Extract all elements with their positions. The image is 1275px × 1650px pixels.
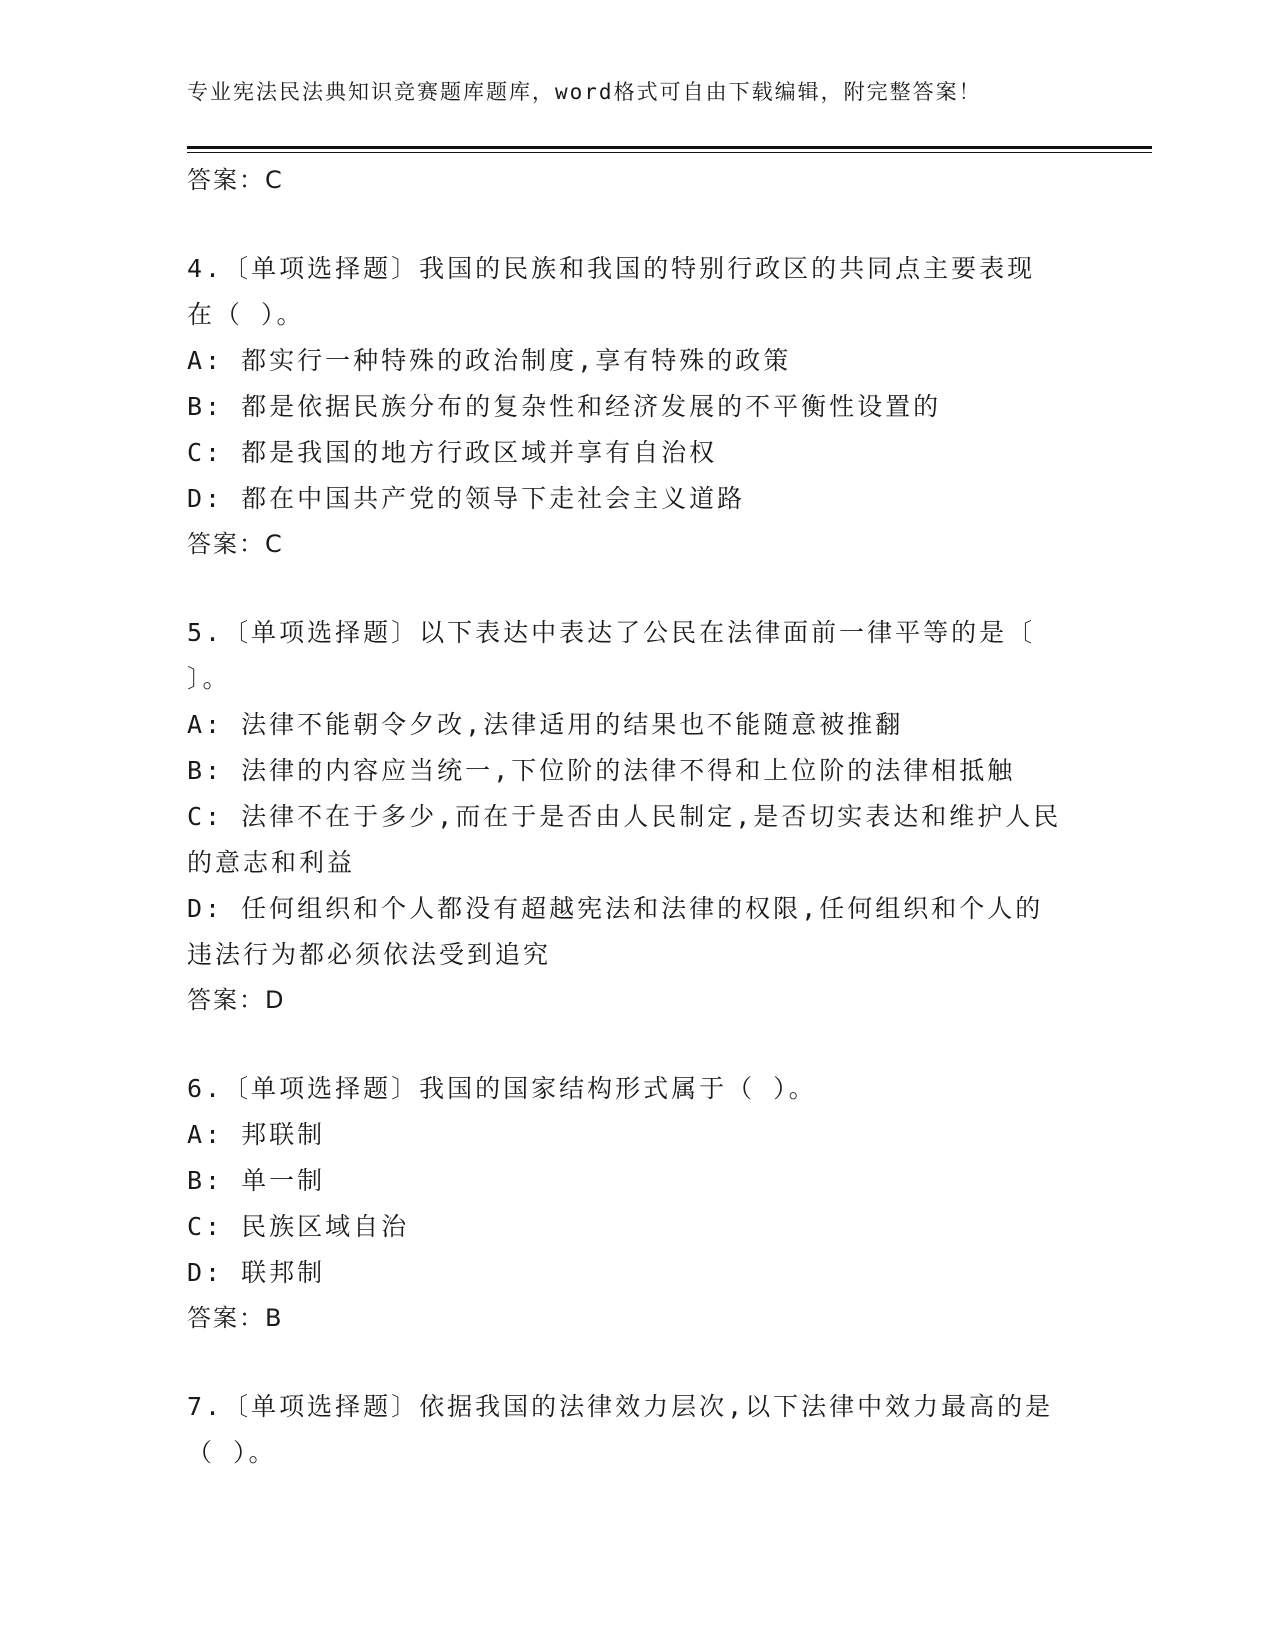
option-line: B: 法律的内容应当统一,下位阶的法律不得和上位阶的法律相抵触 (187, 756, 1016, 785)
question-stem-line: 6.〔单项选择题〕我国的国家结构形式属于（ ）。 (187, 1074, 817, 1103)
answer-line: 答案：C (187, 166, 284, 194)
option-line: D: 都在中国共产党的领导下走社会主义道路 (187, 484, 746, 513)
option-line: B: 单一制 (187, 1166, 326, 1195)
option-line: C: 都是我国的地方行政区域并享有自治权 (187, 438, 718, 467)
header-rule-thick (187, 146, 1152, 149)
answer-line: 答案：D (187, 986, 286, 1014)
option-line: A: 邦联制 (187, 1120, 326, 1149)
header-rule-thin (187, 152, 1152, 153)
answer-line: 答案：C (187, 530, 284, 558)
option-line: C: 法律不在于多少,而在于是否由人民制定,是否切实表达和维护人民 (187, 802, 1062, 831)
question-block (187, 1066, 1087, 1340)
question-stem-line: 4.〔单项选择题〕我国的民族和我国的特别行政区的共同点主要表现 (187, 254, 1036, 283)
option-line: A: 法律不能朝令夕改,法律适用的结果也不能随意被推翻 (187, 710, 904, 739)
question-block (187, 610, 1087, 1022)
question-stem-line: （ ）。 (187, 1438, 277, 1467)
page-header: 专业宪法民法典知识竞赛题库题库，word格式可自由下载编辑，附完整答案！ (187, 80, 982, 104)
option-line: 的意志和利益 (187, 848, 356, 877)
question-stem-line: 5.〔单项选择题〕以下表达中表达了公民在法律面前一律平等的是〔 (187, 618, 1036, 647)
questions-container (187, 246, 1087, 1476)
option-line: D: 联邦制 (187, 1258, 326, 1287)
option-line: 违法行为都必须依法受到追究 (187, 940, 552, 969)
option-line: C: 民族区域自治 (187, 1212, 410, 1241)
question-block (187, 246, 1087, 566)
question-stem-line: 在（ ）。 (187, 300, 305, 329)
option-line: B: 都是依据民族分布的复杂性和经济发展的不平衡性设置的 (187, 392, 942, 421)
question-stem-line: 〕。 (187, 664, 231, 693)
answer-line: 答案：B (187, 1304, 284, 1332)
question-list (187, 158, 1087, 1476)
option-line: D: 任何组织和个人都没有超越宪法和法律的权限,任何组织和个人的 (187, 894, 1044, 923)
question-stem-line: 7.〔单项选择题〕依据我国的法律效力层次,以下法律中效力最高的是 (187, 1392, 1054, 1421)
question-block (187, 1384, 1087, 1476)
option-line: A: 都实行一种特殊的政治制度,享有特殊的政策 (187, 346, 792, 375)
